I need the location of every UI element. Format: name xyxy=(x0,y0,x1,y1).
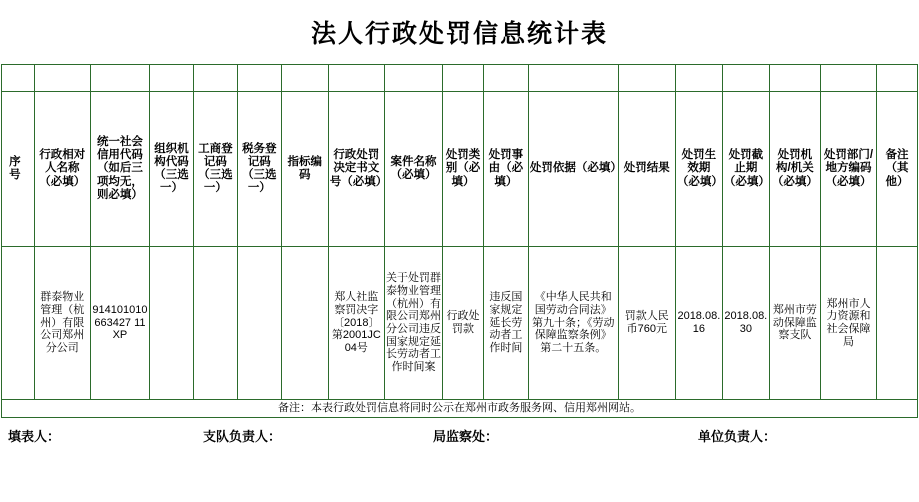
cell-penalty-type: 行政处罚款 xyxy=(443,247,484,400)
cell-doc-number: 郑人社监察罚决字〔2018〕第2001JC04号 xyxy=(328,247,384,400)
spacer-cell xyxy=(90,65,149,92)
column-header-authority: 处罚机构/机关（必填） xyxy=(769,92,820,247)
spacer-cell xyxy=(675,65,722,92)
spacer-cell xyxy=(877,65,918,92)
column-header-org-code: 组织机构代码（三选一） xyxy=(150,92,194,247)
column-header-penalty-type: 处罚类别（必填） xyxy=(443,92,484,247)
column-header-index-code: 指标编码 xyxy=(281,92,328,247)
spacer-cell xyxy=(2,65,35,92)
cell-remark xyxy=(877,247,918,400)
preparer-label: 填表人： xyxy=(8,429,61,445)
cell-org-code xyxy=(150,247,194,400)
cell-case-name: 关于处罚群泰物业管理（杭州）有限公司郑州分公司违反国家规定延长劳动者工作时间案 xyxy=(384,247,442,400)
cell-department-code: 郑州市人力资源和社会保障局 xyxy=(820,247,876,400)
column-header-seq: 序 号 xyxy=(2,92,35,247)
column-header-remark: 备注（其他） xyxy=(877,92,918,247)
spacer-cell xyxy=(193,65,237,92)
cell-penalty-result: 罚款人民币760元 xyxy=(618,247,675,400)
spacer-cell xyxy=(618,65,675,92)
cell-penalty-reason: 违反国家规定延长劳动者工作时间 xyxy=(483,247,528,400)
penalty-info-table xyxy=(1,64,918,418)
spacer-cell xyxy=(237,65,281,92)
column-header-doc-number: 行政处罚决定书文号（必填） xyxy=(328,92,384,247)
column-header-tax-reg-code: 税务登记码（三选一） xyxy=(237,92,281,247)
column-header-business-reg-code: 工商登记码（三选一） xyxy=(193,92,237,247)
spacer-cell xyxy=(384,65,442,92)
unit-leader-label: 单位负责人： xyxy=(698,429,777,445)
cell-business-reg-code xyxy=(193,247,237,400)
signature-footer xyxy=(0,418,919,454)
note-text: 备注：本表行政处罚信息将同时公示在郑州市政务服务网、信用郑州网站。 xyxy=(2,400,918,418)
spacer-cell xyxy=(34,65,90,92)
column-header-name: 行政相对人名称（必填） xyxy=(34,92,90,247)
cell-penalty-basis: 《中华人民共和国劳动合同法》第九十条；《劳动保障监察条例》第二十五条。 xyxy=(528,247,618,400)
column-header-department-code: 处罚部门/地方编码（必填） xyxy=(820,92,876,247)
cell-tax-reg-code xyxy=(237,247,281,400)
column-header-credit-code: 统一社会信用代码（如后三项均无，则必填） xyxy=(90,92,149,247)
spacer-cell xyxy=(722,65,769,92)
table-spacer-row xyxy=(2,65,918,92)
cell-credit-code: 914101010663427 11XP xyxy=(90,247,149,400)
brigade-leader-label: 支队负责人： xyxy=(203,429,282,445)
spacer-cell xyxy=(443,65,484,92)
spacer-cell xyxy=(328,65,384,92)
table-header-row xyxy=(2,92,918,247)
spacer-cell xyxy=(528,65,618,92)
spacer-cell xyxy=(769,65,820,92)
column-header-penalty-basis: 处罚依据（必填） xyxy=(528,92,618,247)
table-note-row xyxy=(2,400,918,418)
cell-seq xyxy=(2,247,35,400)
cell-index-code xyxy=(281,247,328,400)
spacer-cell xyxy=(281,65,328,92)
column-header-case-name: 案件名称（必填） xyxy=(384,92,442,247)
bureau-supervisor-label: 局监察处： xyxy=(433,429,499,445)
column-header-end-date: 处罚截止期（必填） xyxy=(722,92,769,247)
cell-effective-date: 2018.08.16 xyxy=(675,247,722,400)
cell-name: 群泰物业管理（杭州）有限公司郑州分公司 xyxy=(34,247,90,400)
cell-end-date: 2018.08.30 xyxy=(722,247,769,400)
column-header-effective-date: 处罚生效期（必填） xyxy=(675,92,722,247)
page-title: 法人行政处罚信息统计表 xyxy=(310,21,608,48)
spacer-cell xyxy=(820,65,876,92)
column-header-penalty-result: 处罚结果 xyxy=(618,92,675,247)
column-header-penalty-reason: 处罚事由（必填） xyxy=(483,92,528,247)
cell-authority: 郑州市劳动保障监察支队 xyxy=(769,247,820,400)
table-row xyxy=(2,247,918,400)
spacer-cell xyxy=(150,65,194,92)
spacer-cell xyxy=(483,65,528,92)
